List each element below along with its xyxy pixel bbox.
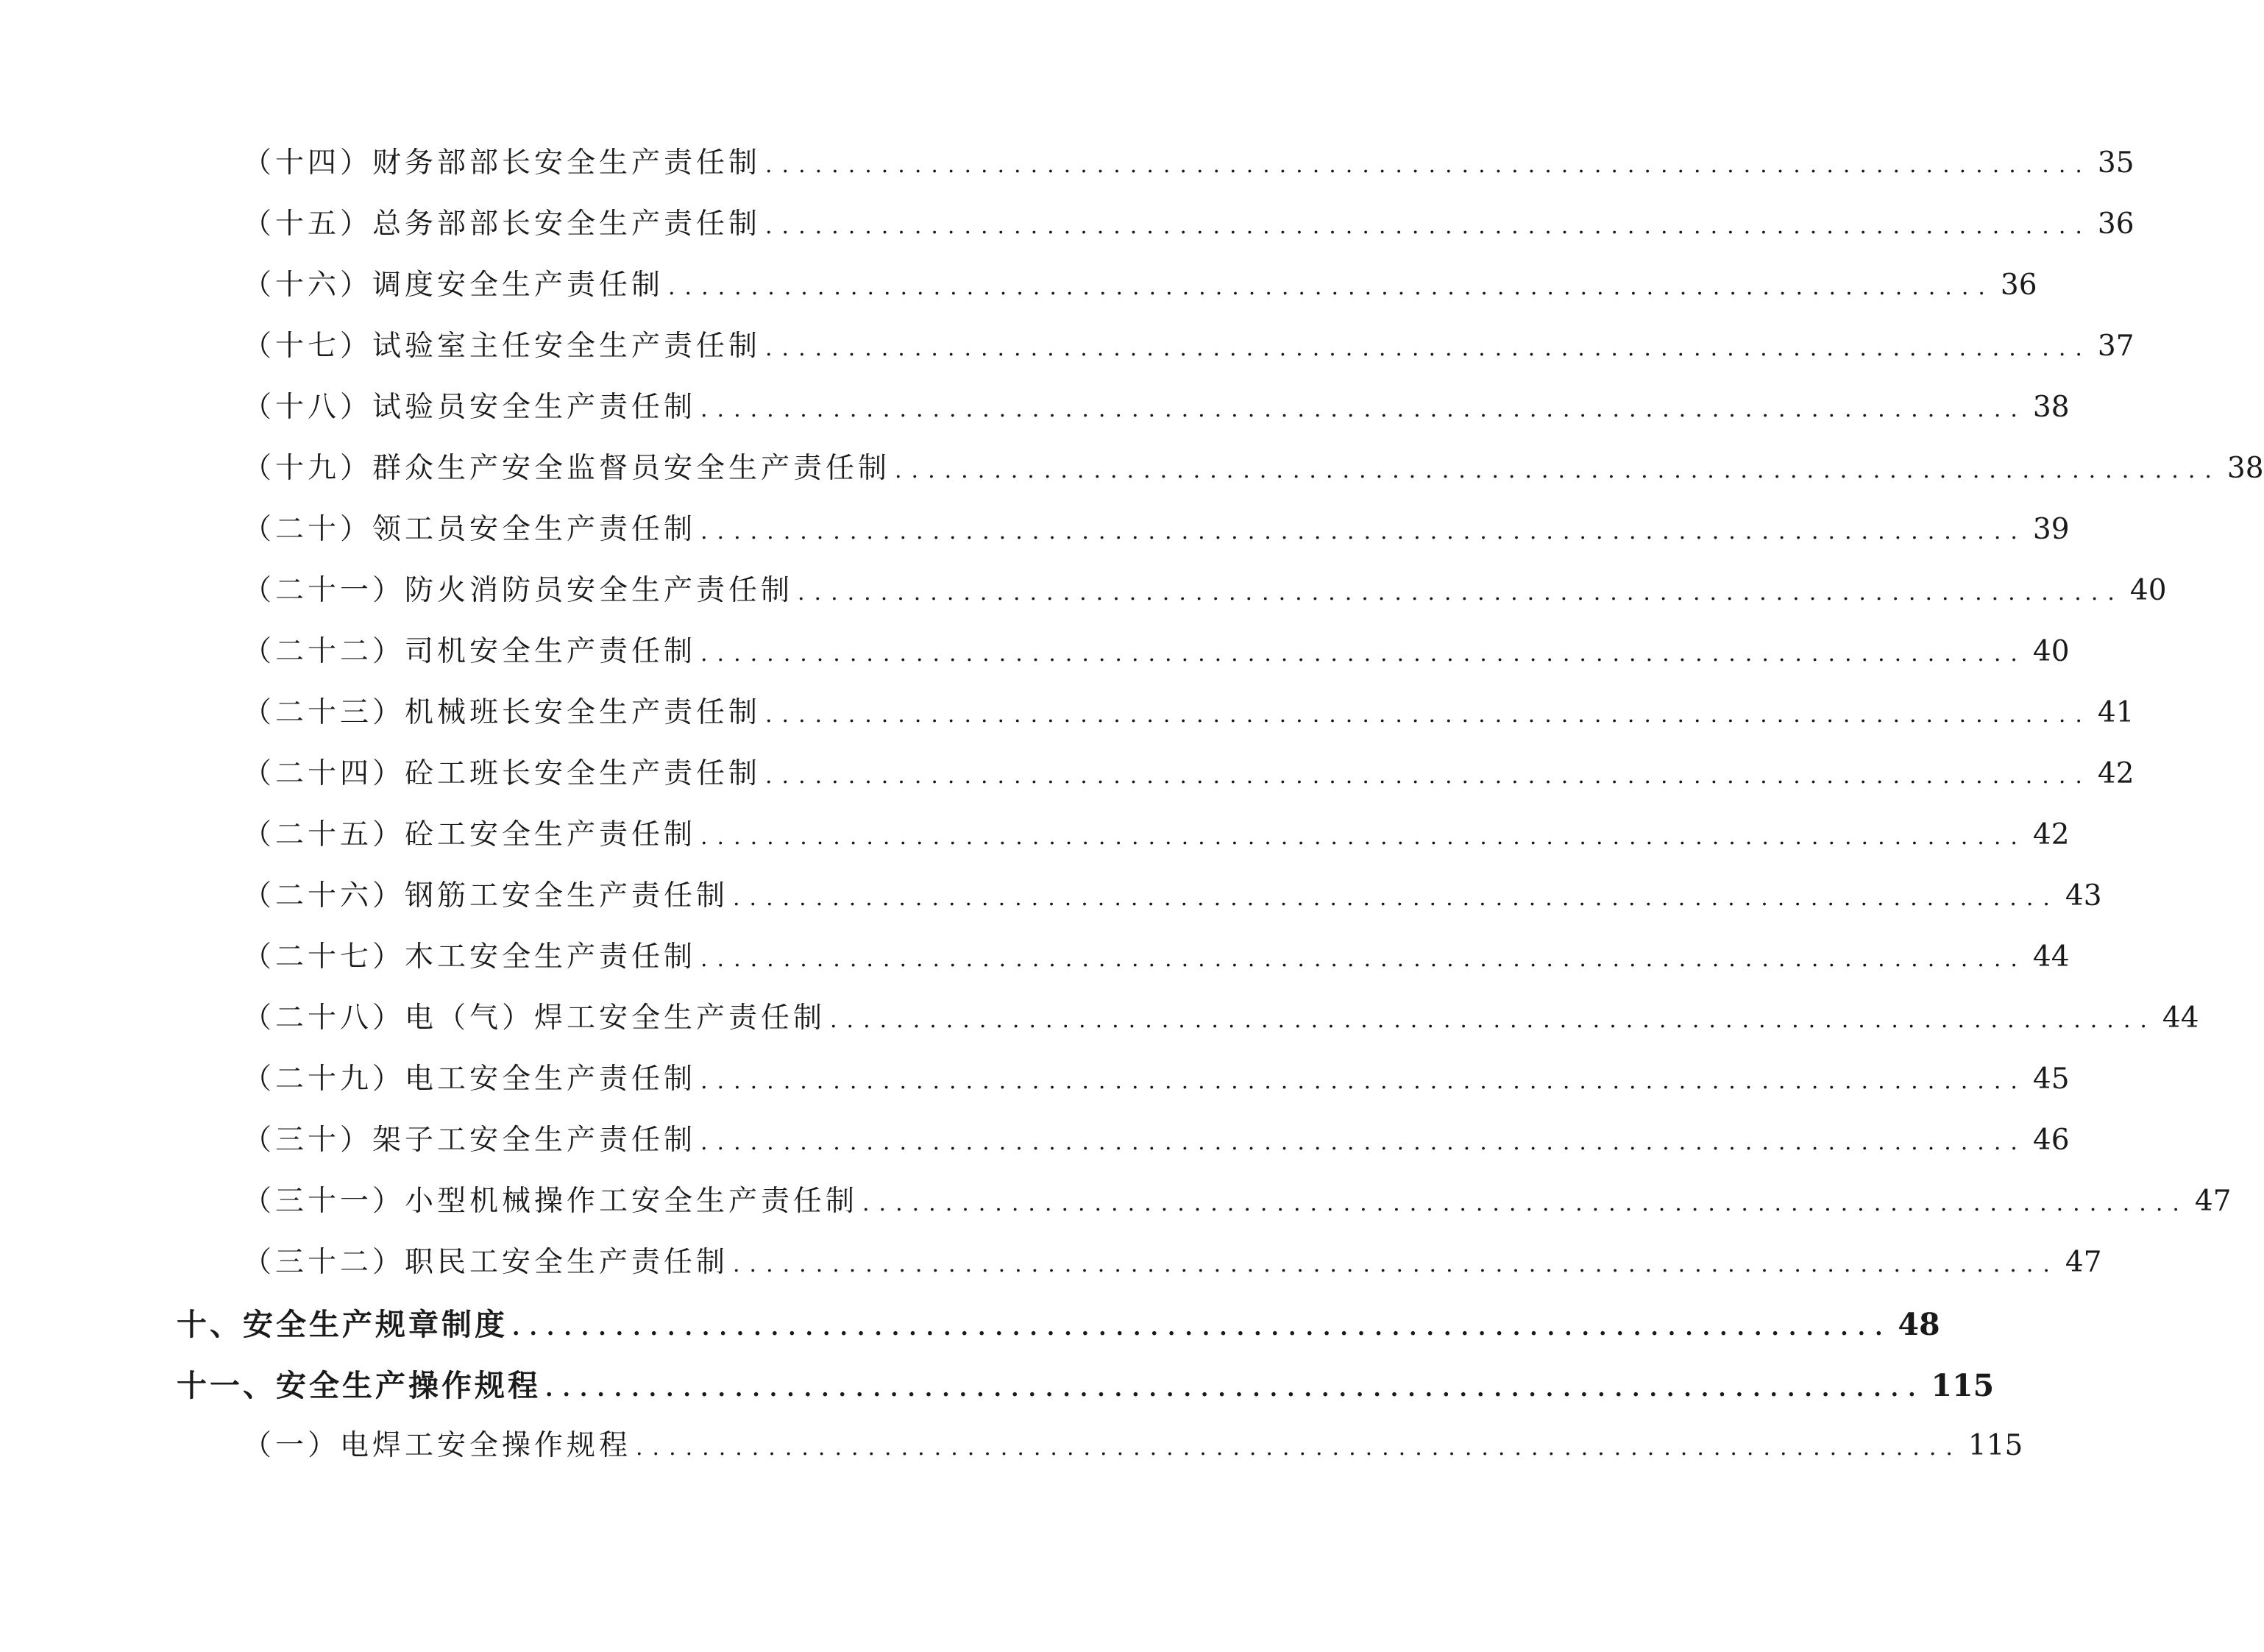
toc-entry [177, 1300, 1940, 1344]
toc-entry-title: （十八）试验员安全生产责任制 [243, 391, 697, 424]
toc-entry-page: 115 [1967, 1429, 2023, 1462]
dot-leader: ................................................................................ [830, 1007, 2157, 1033]
toc-entry-page: 48 [1898, 1307, 1940, 1342]
toc-entry-title: （二十）领工员安全生产责任制 [243, 513, 697, 546]
dot-leader: ................................................................................ [733, 1252, 2059, 1277]
toc-entry-title: （十五）总务部部长安全生产责任制 [243, 208, 762, 241]
toc-entry [243, 445, 2264, 489]
dot-leader: ................................................................................ [700, 1130, 2027, 1155]
toc-entry-title: （二十八）电（气）焊工安全生产责任制 [243, 1002, 826, 1035]
dot-leader: ................................................................................ [700, 397, 2027, 422]
toc-entry [177, 1361, 1995, 1405]
dot-leader: ................................................................................ [700, 641, 2027, 667]
toc-entry-page: 41 [2097, 696, 2135, 729]
toc-entry-page: 45 [2032, 1063, 2070, 1096]
dot-leader: ................................................................................ [765, 763, 2092, 789]
toc-entry-title: （二十二）司机安全生产责任制 [243, 635, 697, 668]
toc-entry [243, 628, 2070, 673]
toc-entry-page: 42 [2097, 757, 2135, 790]
dot-leader: ................................................................................ [636, 1435, 1962, 1461]
toc-entry-title: （三十一）小型机械操作工安全生产责任制 [243, 1185, 859, 1218]
toc-entry-page: 38 [2032, 391, 2070, 424]
dot-leader: ................................................................................ [668, 274, 1995, 300]
dot-leader: ................................................................................ [765, 152, 2092, 178]
dot-leader: ................................................................................ [700, 519, 2027, 545]
toc-entry [243, 1117, 2070, 1161]
toc-entry [243, 384, 2070, 428]
toc-entry-page: 47 [2065, 1246, 2102, 1279]
toc-entry [243, 506, 2070, 550]
toc-entry-page: 39 [2032, 513, 2070, 546]
toc-entry-page: 47 [2194, 1185, 2232, 1218]
dot-leader: ................................................................................ [798, 580, 2124, 606]
toc-entry-page: 36 [2000, 269, 2037, 302]
dot-leader: ................................................................................ [700, 1068, 2027, 1094]
dot-leader: ................................................................................ [545, 1376, 1926, 1402]
dot-leader: ................................................................................ [765, 702, 2092, 728]
toc-entry [243, 1178, 2232, 1222]
toc-entry-title: （二十四）砼工班长安全生产责任制 [243, 757, 762, 790]
toc-entry-page: 46 [2032, 1124, 2070, 1157]
toc-entry [243, 812, 2070, 856]
toc-entry [243, 689, 2135, 734]
toc-entry-title: 十一、安全生产操作规程 [177, 1368, 541, 1403]
toc-entry-page: 40 [2129, 574, 2167, 607]
toc-entry-title: （三十二）职民工安全生产责任制 [243, 1246, 729, 1279]
dot-leader: ................................................................................ [895, 458, 2221, 483]
toc-entry-page: 37 [2097, 330, 2135, 363]
dot-leader: ................................................................................ [512, 1315, 1892, 1341]
toc-entry-title: （十四）财务部部长安全生产责任制 [243, 146, 762, 180]
toc-entry-title: （二十九）电工安全生产责任制 [243, 1063, 697, 1096]
toc-entry [243, 567, 2167, 611]
toc-entry [243, 934, 2070, 978]
toc-entry [243, 995, 2199, 1039]
toc-entry [243, 140, 2135, 184]
toc-entry-title: （二十三）机械班长安全生产责任制 [243, 696, 762, 729]
toc-entry-page: 42 [2032, 818, 2070, 851]
toc-entry [243, 1056, 2070, 1100]
toc-entry [243, 1239, 2102, 1283]
toc-entry-page: 36 [2097, 208, 2135, 241]
toc-entry [243, 751, 2135, 795]
toc-entry-page: 35 [2097, 146, 2135, 180]
toc-entry-title: （二十五）砼工安全生产责任制 [243, 818, 697, 851]
toc-entry-title: （一）电焊工安全操作规程 [243, 1429, 632, 1462]
dot-leader: ................................................................................ [700, 946, 2027, 972]
dot-leader: ................................................................................ [733, 885, 2059, 911]
toc-entry-title: （二十一）防火消防员安全生产责任制 [243, 574, 794, 607]
toc-entry-title: （二十六）钢筋工安全生产责任制 [243, 879, 729, 912]
toc-entry-page: 43 [2065, 879, 2102, 912]
toc-entry-page: 44 [2032, 940, 2070, 974]
toc-entry-page: 40 [2032, 635, 2070, 668]
toc-entry [243, 873, 2102, 917]
toc-entry-title: （二十七）木工安全生产责任制 [243, 940, 697, 974]
toc-entry [243, 262, 2037, 306]
toc-entry-title: 十、安全生产规章制度 [177, 1307, 508, 1342]
toc-entry-page: 38 [2226, 452, 2264, 485]
toc-entry-title: （十九）群众生产安全监督员安全生产责任制 [243, 452, 891, 485]
toc-entry-page: 44 [2162, 1002, 2199, 1035]
toc-entry-title: （三十）架子工安全生产责任制 [243, 1124, 697, 1157]
toc-entry [243, 201, 2135, 245]
toc-entry-page: 115 [1931, 1368, 1995, 1403]
dot-leader: ................................................................................ [765, 213, 2092, 239]
toc-entry [243, 1422, 2023, 1467]
toc-entry-title: （十六）调度安全生产责任制 [243, 269, 664, 302]
dot-leader: ................................................................................ [700, 824, 2027, 850]
dot-leader: ................................................................................ [862, 1191, 2189, 1216]
toc-entry-title: （十七）试验室主任安全生产责任制 [243, 330, 762, 363]
dot-leader: ................................................................................ [765, 336, 2092, 361]
toc-entry [243, 323, 2135, 367]
